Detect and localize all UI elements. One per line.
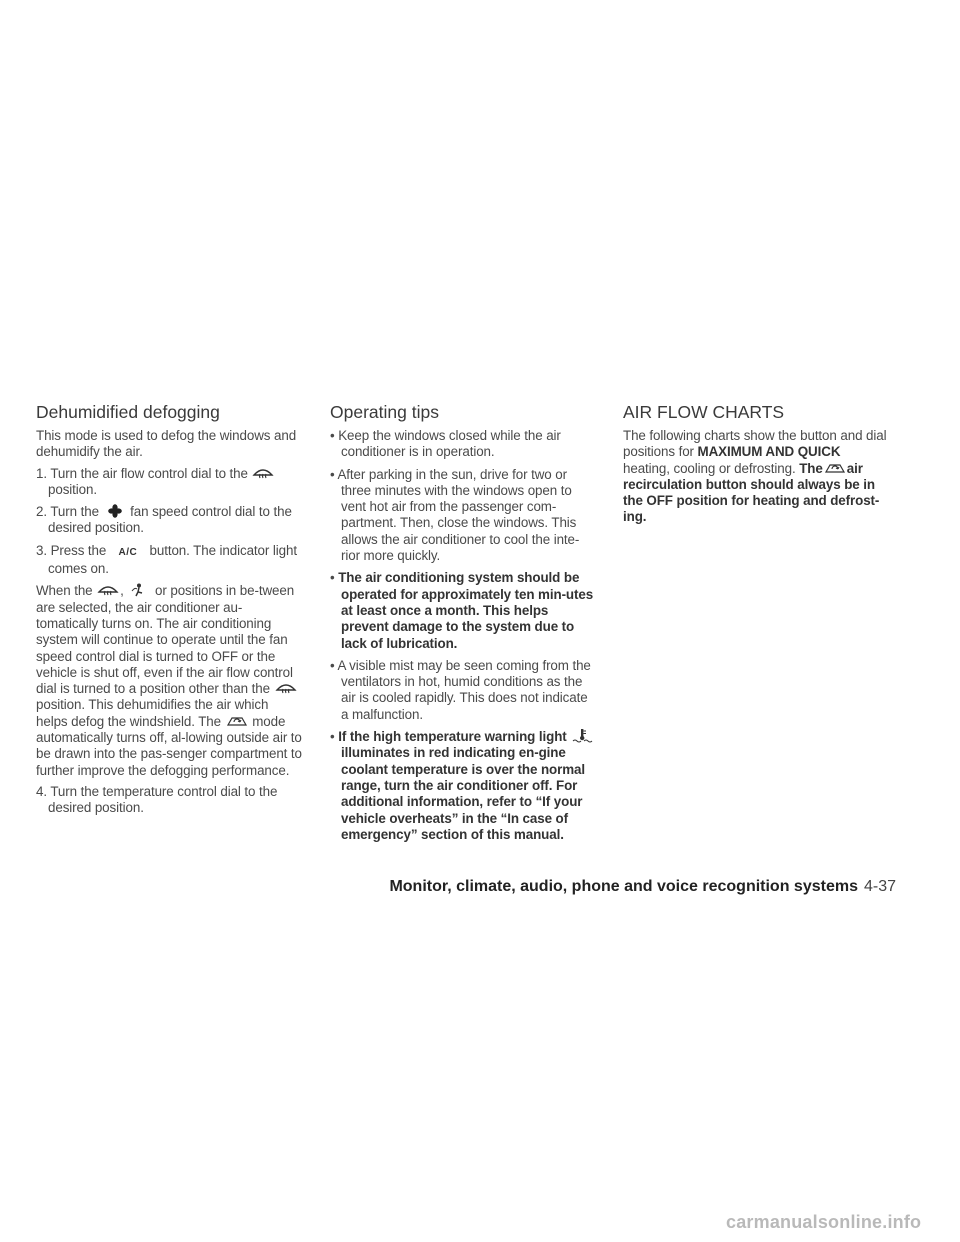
defrost-icon [274,681,298,695]
section-title: Operating tips [330,402,439,422]
recirculation-icon [225,714,249,728]
coolant-temperature-warning-icon [570,729,594,743]
page-number: 4-37 [863,878,896,895]
foot-defrost-icon [127,583,151,597]
mode-description: When the , or positions in be-tween are selected, the air conditioner au-tomatically turns on. The air conditioning system will continue to operate until the fan speed control dial is turned to OFF or the vehicle is shut off, even if the air flow control dial is turned to a position other than the position. This dehumidifies the air which helps defog the windshield. The mode automatically turns off, al-lowing outside air to be drawn into the pas-senger compartment to further improve the defogging performance. [36,583,302,778]
defrost-icon [251,466,275,480]
tip-item: • After parking in the sun, drive for two or three minutes with the windows open to vent hot air from the passenger com-partment. Then, close the windows. This allows the air conditioner to cool the inte-rior more quickly. [330,466,580,564]
step-2: 2. Turn the fan speed control dial to the desired position. [36,504,292,536]
footer-chapter-title: Monitor, climate, audio, phone and voice recognition systems [389,878,858,895]
step-1: 1. Turn the air flow control dial to the position. [36,466,302,499]
fan-icon [103,504,127,518]
tip-item: • Keep the windows closed while the air conditioner is in operation. [330,428,561,460]
tip-item: • The air conditioning system should be operated for approximately ten min-utes at least once a month. This helps prevent damage to the system due to lack of lubrication. [330,570,594,651]
defrost-icon [96,583,120,597]
section-title: Dehumidified defogging [36,402,220,422]
recirculation-icon [823,461,847,475]
section-operating-tips [330,402,596,849]
section-air-flow-charts [623,402,889,531]
page-footer [389,878,896,896]
ac-button-label: A/C [118,546,138,558]
step-3: 3. Press the A/C button. The indicator light comes on. [36,542,297,577]
step-4: 4. Turn the temperature control dial to the desired position. [36,783,278,816]
air-flow-text: The following charts show the button and dial positions for MAXIMUM AND QUICK heating, cooling or defrosting. The air recirculation button should always be in the OFF position for heating and defrost-ing. [623,428,887,525]
watermark: carmanualsonline.info [726,1212,922,1232]
tip-item: • A visible mist may be seen coming from the ventilators in hot, humid conditions as the air is cooled rapidly. This does not indicate a malfunction. [330,657,591,722]
section-dehumidified-defogging [36,402,302,823]
tip-item: • If the high temperature warning light illuminates in red indicating en-gine coolant temperature is over the normal range, turn the air conditioner off. For additional information, refer to “If your vehicle overheats” in the “In case of emergency” section of this manual. [330,729,596,843]
section-title: AIR FLOW CHARTS [623,402,785,422]
intro-text: This mode is used to defog the windows and dehumidify the air. [36,428,297,460]
